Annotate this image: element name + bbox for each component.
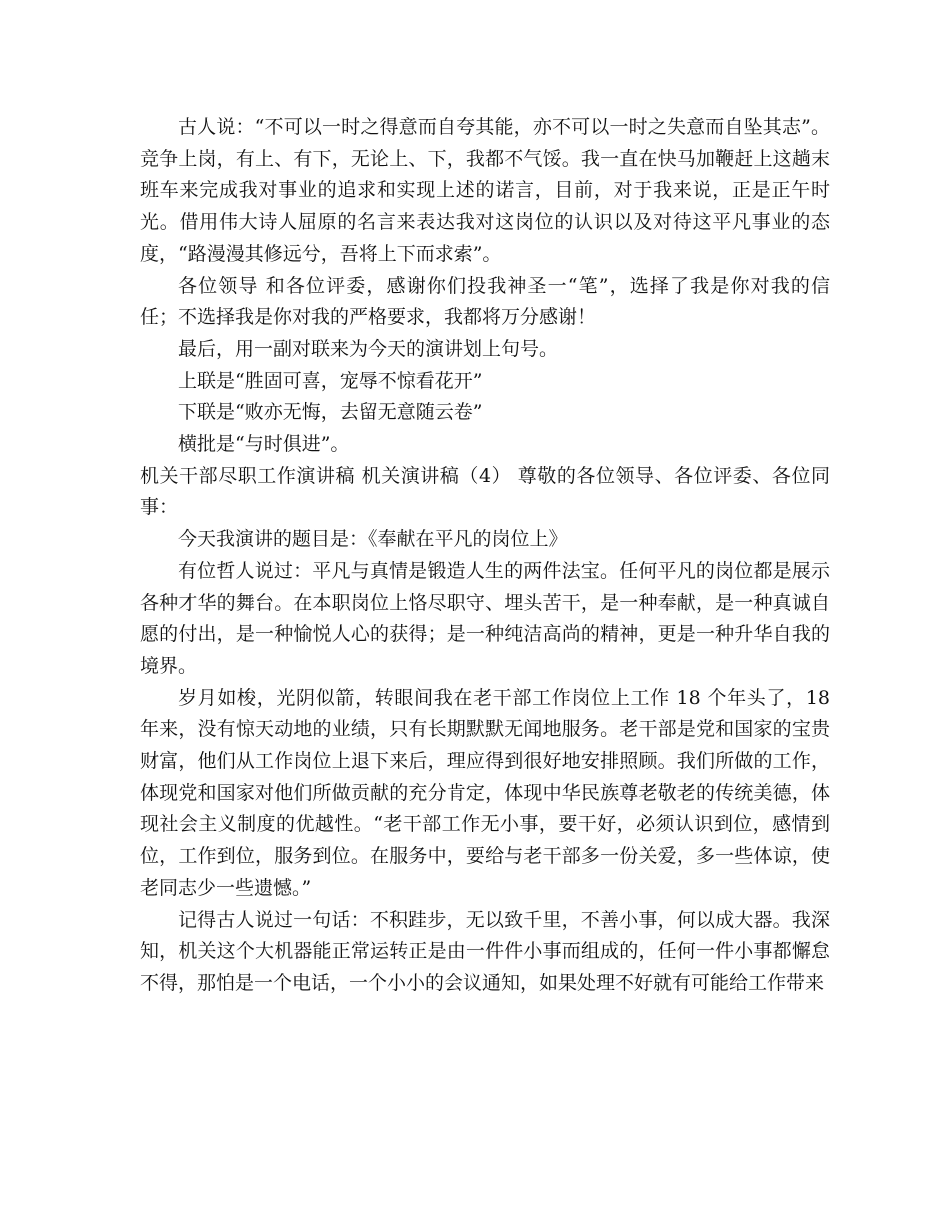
paragraph-closing-couplet-intro: 最后，用一副对联来为今天的演讲划上句号。 <box>178 337 559 360</box>
paragraph-small-matters: 记得古人说过一句话：不积跬步，无以致千里，不善小事，何以成大器。我深知，机关这个大机器能正常运转正是由一件件小事而组成的，任何一件小事都懈怠不得，那怕是一个电话，一个小小的会议通知，如果处理不好就有可能给工作带来 <box>140 908 830 994</box>
paragraph-couplet-upper: 上联是“胜固可喜，宠辱不惊看花开” <box>178 369 483 392</box>
paragraph-speech-topic: 今天我演讲的题目是：《奉献在平凡的岗位上》 <box>178 528 568 551</box>
paragraph-thanks-judges: 各位领导 和各位评委，感谢你们投我神圣一“笔”，选择了我是你对我的信任；不选择我是你对我的严格要求，我都将万分感谢！ <box>140 274 830 329</box>
paragraph-philosopher: 有位哲人说过：平凡与真情是锻造人生的两件法宝。任何平凡的岗位都是展示各种才华的舞台。在本职岗位上恪尽职守、埋头苦干，是一种奉献，是一种真诚自愿的付出，是一种愉悦人心的获得；是一种纯洁高尚的精神，更是一种升华自我的境界。 <box>140 559 830 677</box>
body-text <box>140 112 830 1000</box>
paragraph-couplet-lower: 下联是“败亦无悔，去留无意随云卷” <box>178 401 483 424</box>
paragraph-quote-ancients: 古人说：“不可以一时之得意而自夸其能，亦不可以一时之失意而自坠其志”。竞争上岗，有上、有下，无论上、下，我都不气馁。我一直在快马加鞭赶上这趟末班车来完成我对事业的追求和实现上述的诺言，目前，对于我来说，正是正午时光。借用伟大诗人屈原的名言来表达我对这岗位的认识以及对待这平凡事业的态度，“路漫漫其修远兮，吾将上下而求索”。 <box>140 116 830 265</box>
speech-heading-line: 机关干部尽职工作演讲稿 机关演讲稿（4） 尊敬的各位领导、各位评委、各位同事： <box>140 464 830 519</box>
paragraph-couplet-banner: 横批是“与时俱进”。 <box>178 433 350 456</box>
paragraph-eighteen-years: 岁月如梭，光阴似箭，转眼间我在老干部工作岗位上工作 18 个年头了，18 年来，没有惊天动地的业绩，只有长期默默无闻地服务。老干部是党和国家的宝贵财富，他们从工作岗位上退下来后，理应得到很好地安排照顾。我们所做的工作，体现党和国家对他们所做贡献的充分肯定，体现中华民族尊老敬老的传统美德，体现社会主义制度的优越性。“老干部工作无小事，要干好，必须认识到位，感情到位，工作到位，服务到位。在服务中，要给与老干部多一份关爱，多一些体谅，使老同志少一些遗憾。” <box>140 686 830 899</box>
